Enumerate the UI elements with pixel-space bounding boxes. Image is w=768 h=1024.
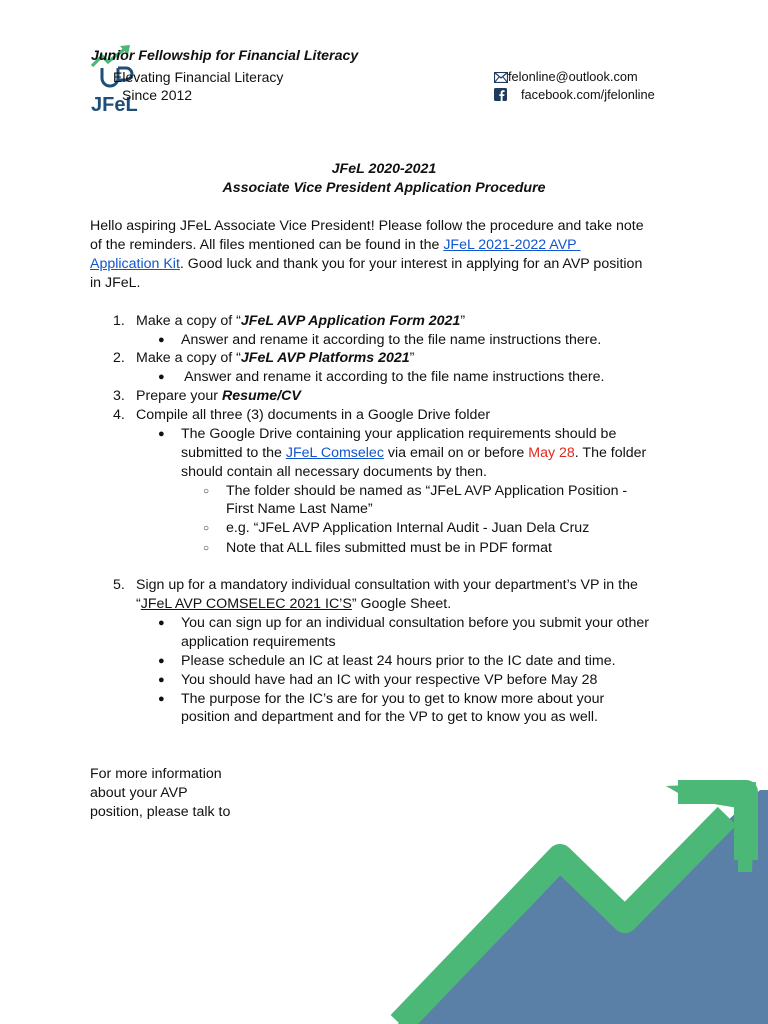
circle-bullet-icon: ○: [203, 543, 210, 554]
step-4-sub-1-line-2: First Name Last Name”: [226, 501, 373, 517]
deadline-date: May 28: [528, 445, 575, 461]
step-1-suffix: ”: [460, 313, 466, 329]
step-4-folder-text: . The folder: [574, 445, 647, 461]
intro-line-4: in JFeL.: [90, 275, 141, 291]
comselec-link[interactable]: JFeL Comselec: [285, 445, 384, 461]
circle-bullet-icon: ○: [203, 523, 210, 534]
intro-line-1: Hello aspiring JFeL Associate Vice President! Please follow the procedure and take note: [90, 218, 644, 234]
bullet-icon: ●: [158, 693, 165, 705]
step-2-bullet-1: Answer and rename it according to the file name instructions there.: [181, 369, 605, 385]
step-5-bullet-1-line-1: You can sign up for an individual consultation before you submit your other: [181, 615, 649, 631]
step-5-line-1: Sign up for a mandatory individual consultation with your department’s VP in the: [136, 577, 638, 593]
bullet-icon: ●: [158, 334, 165, 346]
step-2-form-name: JFeL AVP Platforms 2021: [240, 350, 410, 366]
step-1-form-name: JFeL AVP Application Form 2021: [240, 313, 461, 329]
footer-line-3: position, please talk to: [90, 804, 231, 820]
bullet-icon: ●: [158, 617, 165, 629]
step-5-sheet-text: ” Google Sheet.: [351, 596, 452, 612]
bullet-icon: ●: [158, 371, 165, 383]
step-4: Compile all three (3) documents in a Google Drive folder: [136, 407, 491, 423]
step-4-submit-text: submitted to the: [181, 445, 286, 461]
circle-bullet-icon: ○: [203, 486, 210, 497]
step-4-bullet-1-line-3: should contain all necessary documents by then.: [181, 464, 488, 480]
step-2-number: 2.: [113, 350, 125, 366]
step-5-bullet-2: Please schedule an IC at least 24 hours prior to the IC date and time.: [181, 653, 616, 669]
doc-title-line2: Associate Vice President Application Procedure: [222, 180, 546, 196]
bullet-icon: ●: [158, 655, 165, 667]
email-link[interactable]: felonline@outlook.com: [508, 69, 638, 84]
step-3-number: 3.: [113, 388, 125, 404]
application-kit-link[interactable]: JFeL 2021-2022 AVP: [443, 237, 577, 253]
footer-line-2: about your AVP: [90, 785, 188, 801]
facebook-link[interactable]: facebook.com/jfelonline: [521, 87, 655, 102]
step-1-prefix: Make a copy of “: [136, 313, 241, 329]
step-5-bullet-3: You should have had an IC with your respective VP before May 28: [181, 672, 598, 688]
step-1-number: 1.: [113, 313, 125, 329]
org-name: Junior Fellowship for Financial Literacy: [91, 48, 359, 64]
step-4-sub-2: e.g. “JFeL AVP Application Internal Audit - Juan Dela Cruz: [226, 520, 590, 536]
ic-sheet-link[interactable]: JFeL AVP COMSELEC 2021 IC’S: [140, 596, 352, 612]
application-kit-link-2[interactable]: Application Kit: [90, 256, 180, 272]
step-4-sub-1-line-1: The folder should be named as “JFeL AVP Application Position -: [226, 483, 628, 499]
step-3-prefix: Prepare your: [136, 388, 222, 404]
intro-line-2-text: of the reminders. All files mentioned can be found in the: [90, 237, 444, 253]
footer-line-1: For more information: [90, 766, 222, 782]
tagline-1: Elevating Financial Literacy: [113, 69, 284, 85]
logo-text: JFeL: [91, 94, 138, 116]
step-1-bullet-1: Answer and rename it according to the file name instructions there.: [181, 332, 602, 348]
intro-line-3-text: . Good luck and thank you for your interest in applying for an AVP position: [179, 256, 643, 272]
step-2-prefix: Make a copy of “: [136, 350, 241, 366]
step-2-suffix: ”: [409, 350, 415, 366]
step-5-quote-open: “: [136, 596, 141, 612]
step-4-bullet-1-line-1: The Google Drive containing your application requirements should be: [181, 426, 617, 442]
step-5-bullet-4-line-1: The purpose for the IC’s are for you to get to know more about your: [181, 691, 605, 707]
step-4-email-text: via email on or before: [383, 445, 529, 461]
doc-title-line1: JFeL 2020-2021: [331, 161, 437, 177]
step-5-bullet-1-line-2: application requirements: [181, 634, 336, 650]
step-4-number: 4.: [113, 407, 125, 423]
step-5-bullet-4-line-2: position and department and for the VP to get to know you as well.: [181, 709, 598, 725]
bullet-icon: ●: [158, 428, 165, 440]
step-5-number: 5.: [113, 577, 125, 593]
step-3-resume: Resume/CV: [221, 388, 301, 404]
step-4-sub-3: Note that ALL files submitted must be in PDF format: [226, 540, 552, 556]
bullet-icon: ●: [158, 674, 165, 686]
tagline-2: Since 2012: [122, 87, 193, 103]
